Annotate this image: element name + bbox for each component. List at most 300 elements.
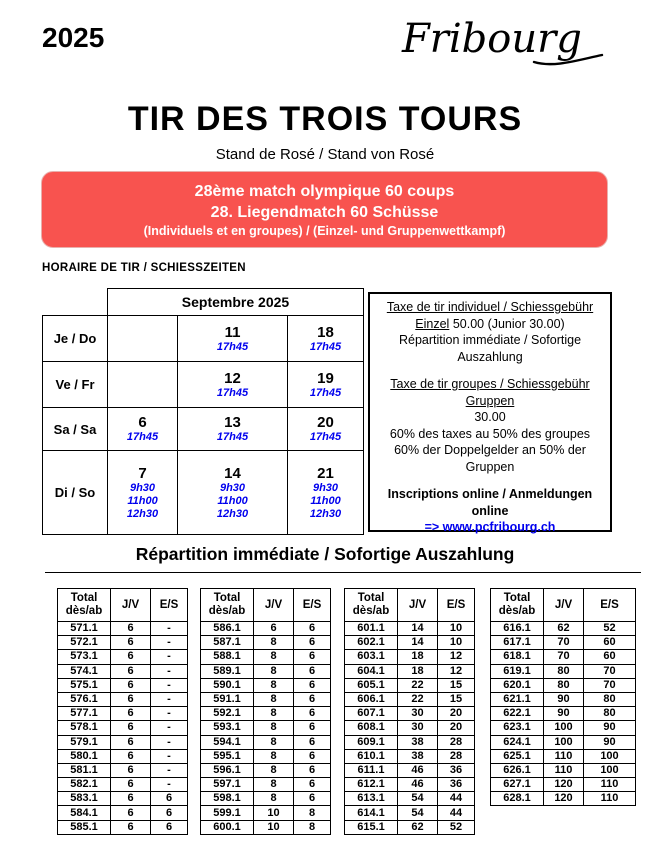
payout-cell: 20: [438, 707, 475, 721]
payout-cell: 607.1: [345, 707, 398, 721]
payout-header-row: [491, 589, 636, 622]
fees-box: [368, 292, 612, 532]
inscription-label: Inscriptions online / Anmeldungen online: [387, 487, 593, 518]
payout-cell: 584.1: [58, 806, 111, 820]
payout-cell: 601.1: [345, 622, 398, 636]
time-slot: 9h30: [312, 481, 339, 494]
payout-cell: 18: [398, 664, 438, 678]
page-title: TIR DES TROIS TOURS: [127, 100, 523, 138]
payout-cell: 6: [294, 763, 331, 777]
payout-row: [491, 678, 636, 692]
payout-cell: 22: [398, 678, 438, 692]
payout-row: [58, 721, 188, 735]
payout-cell: 100: [544, 721, 584, 735]
payout-cell: 608.1: [345, 721, 398, 735]
payout-cell: 8: [254, 778, 294, 792]
payout-cell: 606.1: [345, 692, 398, 706]
payout-cell: 611.1: [345, 763, 398, 777]
payout-row: [491, 749, 636, 763]
payout-row: [491, 792, 636, 806]
time-slot: 17h45: [126, 431, 159, 443]
payout-cell: 10: [254, 806, 294, 820]
payout-cell: 613.1: [345, 792, 398, 806]
payout-cell: 621.1: [491, 692, 544, 706]
payout-cell: 6: [294, 622, 331, 636]
schedule-cell: [288, 316, 364, 362]
payout-cell: 575.1: [58, 678, 111, 692]
schedule-cell: [108, 451, 178, 535]
payout-row: [58, 806, 188, 820]
payout-cell: 6: [294, 707, 331, 721]
payout-cell: 627.1: [491, 778, 544, 792]
time-slot: 9h30: [129, 481, 156, 494]
payout-cell: 622.1: [491, 707, 544, 721]
payout-row: [58, 820, 188, 834]
payout-cell: 110: [584, 778, 636, 792]
payout-cell: 100: [584, 763, 636, 777]
schedule-cell: [178, 316, 288, 362]
payout-row: [345, 636, 475, 650]
schedule-cell: [178, 451, 288, 535]
payout-row: [345, 707, 475, 721]
payout-cell: 598.1: [201, 792, 254, 806]
individual-fee-note: Répartition immédiate / Sofortige Auszahlung: [398, 333, 582, 364]
payout-cell: 46: [398, 778, 438, 792]
day-label: Ve / Fr: [43, 362, 108, 408]
payout-table-4: [490, 588, 636, 806]
payout-row: [491, 622, 636, 636]
col-es: E/S: [438, 589, 475, 622]
payout-row: [345, 664, 475, 678]
payout-cell: 38: [398, 749, 438, 763]
payout-cell: 6: [151, 820, 188, 834]
payout-cell: 617.1: [491, 636, 544, 650]
payout-row: [491, 664, 636, 678]
payout-cell: 585.1: [58, 820, 111, 834]
payout-cell: 62: [544, 622, 584, 636]
payout-cell: 626.1: [491, 763, 544, 777]
payout-cell: 594.1: [201, 735, 254, 749]
payout-cell: 6: [111, 650, 151, 664]
payout-cell: 6: [111, 763, 151, 777]
time-slot: 17h45: [216, 431, 249, 443]
payout-cell: 577.1: [58, 707, 111, 721]
payout-row: [58, 792, 188, 806]
payout-cell: 12: [438, 664, 475, 678]
payout-cell: 14: [398, 622, 438, 636]
payout-row: [345, 778, 475, 792]
payout-cell: 22: [398, 692, 438, 706]
payout-cell: 574.1: [58, 664, 111, 678]
banner-line-de: 28. Liegendmatch 60 Schüsse: [210, 204, 439, 221]
payout-cell: 581.1: [58, 763, 111, 777]
payout-cell: 589.1: [201, 664, 254, 678]
payout-row: [491, 692, 636, 706]
payout-cell: 8: [254, 664, 294, 678]
payout-cell: 8: [294, 820, 331, 834]
date-number: 6: [138, 414, 147, 431]
payout-cell: 90: [544, 707, 584, 721]
schedule-table: [42, 288, 364, 535]
time-slot: 12h30: [309, 507, 342, 520]
payout-cell: 6: [111, 735, 151, 749]
payout-row: [201, 622, 331, 636]
schedule-cell: [288, 408, 364, 451]
payout-cell: 623.1: [491, 721, 544, 735]
col-es: E/S: [151, 589, 188, 622]
payout-row: [201, 792, 331, 806]
event-banner: [41, 171, 608, 248]
payout-row: [201, 664, 331, 678]
payout-cell: 18: [398, 650, 438, 664]
payout-heading: Répartition immédiate / Sofortige Auszahlung: [135, 544, 515, 564]
schedule-cell: [108, 316, 178, 362]
col-total: Total dès/ab: [345, 589, 398, 622]
payout-cell: 30: [398, 707, 438, 721]
payout-cell: 70: [544, 636, 584, 650]
payout-cell: 6: [111, 678, 151, 692]
payout-row: [491, 735, 636, 749]
payout-cell: -: [151, 707, 188, 721]
payout-cell: 8: [254, 678, 294, 692]
date-number: 7: [138, 464, 147, 482]
payout-cell: -: [151, 692, 188, 706]
payout-row: [201, 820, 331, 834]
payout-cell: 120: [544, 778, 584, 792]
month-header: Septembre 2025: [108, 289, 364, 316]
schedule-cell: [108, 408, 178, 451]
payout-cell: 70: [544, 650, 584, 664]
time-slot: 11h00: [310, 494, 341, 507]
inscription-link-line: [377, 519, 603, 536]
payout-cell: -: [151, 763, 188, 777]
payout-row: [58, 692, 188, 706]
payout-row: [345, 721, 475, 735]
payout-cell: 90: [584, 735, 636, 749]
payout-cell: 10: [438, 636, 475, 650]
group-fee-note-fr: 60% des taxes au 50% des groupes: [389, 426, 591, 441]
payout-cell: 80: [584, 707, 636, 721]
payout-cell: 599.1: [201, 806, 254, 820]
payout-cell: 8: [254, 650, 294, 664]
group-fee-amount: 30.00: [474, 410, 506, 424]
payout-cell: 28: [438, 749, 475, 763]
schedule-cell: [108, 362, 178, 408]
payout-cell: 110: [544, 749, 584, 763]
payout-cell: 6: [111, 792, 151, 806]
payout-cell: 6: [111, 778, 151, 792]
schedule-cell: [178, 362, 288, 408]
payout-cell: -: [151, 650, 188, 664]
time-slot: 17h45: [309, 431, 342, 443]
payout-cell: 10: [438, 622, 475, 636]
payout-cell: 8: [254, 735, 294, 749]
payout-cell: 579.1: [58, 735, 111, 749]
payout-cell: 625.1: [491, 749, 544, 763]
payout-cell: 62: [398, 820, 438, 834]
fribourg-signature-icon: [396, 8, 608, 72]
payout-cell: 8: [254, 792, 294, 806]
pcfribourg-link[interactable]: www.pcfribourg.ch: [442, 520, 556, 534]
payout-cell: 15: [438, 692, 475, 706]
payout-cell: 46: [398, 763, 438, 777]
payout-row: [58, 678, 188, 692]
payout-cell: 578.1: [58, 721, 111, 735]
payout-cell: 604.1: [345, 664, 398, 678]
col-es: E/S: [294, 589, 331, 622]
fribourg-logo: [396, 8, 608, 77]
payout-cell: 618.1: [491, 650, 544, 664]
payout-table-3: [344, 588, 475, 835]
time-slot: 12h30: [126, 507, 159, 520]
schedule-row: [43, 362, 364, 408]
payout-cell: 6: [111, 692, 151, 706]
payout-row: [201, 650, 331, 664]
time-slot: 12h30: [216, 507, 249, 520]
payout-cell: 100: [544, 735, 584, 749]
payout-cell: 6: [111, 806, 151, 820]
payout-row: [345, 650, 475, 664]
payout-row: [345, 806, 475, 820]
payout-row: [58, 650, 188, 664]
logo-text: Fribourg: [402, 16, 582, 62]
payout-cell: 8: [254, 636, 294, 650]
payout-cell: 54: [398, 806, 438, 820]
payout-cell: 619.1: [491, 664, 544, 678]
date-number: 12: [224, 369, 241, 387]
payout-header-row: [58, 589, 188, 622]
payout-cell: 609.1: [345, 735, 398, 749]
col-jv: J/V: [111, 589, 151, 622]
payout-cell: 624.1: [491, 735, 544, 749]
payout-cell: 6: [294, 778, 331, 792]
payout-row: [491, 707, 636, 721]
payout-cell: 582.1: [58, 778, 111, 792]
payout-cell: 616.1: [491, 622, 544, 636]
payout-row: [345, 678, 475, 692]
time-slot: 17h45: [216, 386, 249, 399]
payout-cell: -: [151, 678, 188, 692]
col-total: Total dès/ab: [201, 589, 254, 622]
payout-cell: 8: [254, 763, 294, 777]
time-slot: 11h00: [217, 494, 248, 507]
payout-cell: 6: [294, 650, 331, 664]
payout-cell: 90: [584, 721, 636, 735]
payout-cell: 587.1: [201, 636, 254, 650]
payout-cell: 6: [111, 707, 151, 721]
payout-cell: 90: [544, 692, 584, 706]
payout-cell: 591.1: [201, 692, 254, 706]
payout-row: [201, 692, 331, 706]
payout-row: [201, 763, 331, 777]
payout-cell: 60: [584, 636, 636, 650]
col-total: Total dès/ab: [58, 589, 111, 622]
payout-cell: 600.1: [201, 820, 254, 834]
payout-cell: 100: [584, 749, 636, 763]
time-slot: 9h30: [219, 481, 246, 494]
payout-cell: 70: [584, 664, 636, 678]
date-number: 13: [224, 414, 241, 431]
payout-row: [58, 707, 188, 721]
payout-cell: 60: [584, 650, 636, 664]
payout-header-row: [201, 589, 331, 622]
payout-cell: 614.1: [345, 806, 398, 820]
payout-cell: 6: [111, 664, 151, 678]
payout-row: [58, 763, 188, 777]
payout-row: [201, 749, 331, 763]
date-number: 20: [317, 414, 334, 431]
payout-cell: 6: [294, 792, 331, 806]
payout-cell: 6: [254, 622, 294, 636]
payout-cell: 8: [254, 721, 294, 735]
payout-cell: 120: [544, 792, 584, 806]
schedule-corner-cell: [43, 289, 108, 316]
col-jv: J/V: [398, 589, 438, 622]
payout-cell: 44: [438, 806, 475, 820]
payout-row: [58, 664, 188, 678]
schedule-header-row: [43, 289, 364, 316]
payout-cell: 36: [438, 778, 475, 792]
payout-cell: 110: [584, 792, 636, 806]
payout-row: [201, 721, 331, 735]
individual-fee-title: Taxe de tir individuel / Schiessgebühr Einzel 50.00 (Junior 30.00): [386, 300, 594, 331]
payout-cell: 14: [398, 636, 438, 650]
payout-cell: 6: [111, 749, 151, 763]
col-jv: J/V: [544, 589, 584, 622]
payout-divider: [45, 572, 641, 573]
year-label: 2025: [42, 22, 105, 53]
time-slot: 17h45: [309, 386, 342, 399]
individual-fee-amount: 50.00 (Junior 30.00): [452, 316, 565, 331]
schedule-cell: [178, 408, 288, 451]
day-label: Di / So: [43, 451, 108, 535]
payout-cell: 20: [438, 721, 475, 735]
payout-row: [201, 678, 331, 692]
payout-cell: 80: [584, 692, 636, 706]
payout-row: [201, 806, 331, 820]
schedule-row: [43, 408, 364, 451]
col-total: Total dès/ab: [491, 589, 544, 622]
payout-row: [201, 778, 331, 792]
date-number: 11: [224, 323, 241, 341]
payout-row: [201, 707, 331, 721]
payout-cell: 15: [438, 678, 475, 692]
payout-cell: 588.1: [201, 650, 254, 664]
payout-row: [345, 763, 475, 777]
schedule-heading: HORAIRE DE TIR / SCHIESSZEITEN: [42, 262, 246, 274]
payout-cell: 6: [294, 664, 331, 678]
payout-cell: 596.1: [201, 763, 254, 777]
payout-cell: 593.1: [201, 721, 254, 735]
payout-row: [58, 749, 188, 763]
payout-cell: 6: [294, 692, 331, 706]
payout-table-1: [57, 588, 188, 835]
payout-row: [201, 636, 331, 650]
payout-cell: 6: [151, 792, 188, 806]
payout-row: [491, 721, 636, 735]
payout-row: [58, 735, 188, 749]
payout-cell: 572.1: [58, 636, 111, 650]
payout-cell: 602.1: [345, 636, 398, 650]
payout-cell: 597.1: [201, 778, 254, 792]
payout-cell: 30: [398, 721, 438, 735]
time-slot: 17h45: [216, 340, 249, 353]
payout-cell: 605.1: [345, 678, 398, 692]
payout-cell: -: [151, 664, 188, 678]
payout-row: [345, 820, 475, 834]
payout-cell: -: [151, 721, 188, 735]
payout-cell: 52: [438, 820, 475, 834]
payout-cell: 6: [294, 721, 331, 735]
payout-cell: 571.1: [58, 622, 111, 636]
payout-cell: -: [151, 735, 188, 749]
payout-cell: 8: [254, 707, 294, 721]
payout-cell: 586.1: [201, 622, 254, 636]
payout-cell: 612.1: [345, 778, 398, 792]
payout-cell: 6: [294, 735, 331, 749]
payout-row: [491, 650, 636, 664]
payout-cell: 12: [438, 650, 475, 664]
payout-cell: 603.1: [345, 650, 398, 664]
schedule-row: [43, 316, 364, 362]
payout-header-row: [345, 589, 475, 622]
payout-row: [491, 636, 636, 650]
payout-cell: 573.1: [58, 650, 111, 664]
date-number: 18: [317, 323, 334, 341]
schedule-cell: [288, 451, 364, 535]
payout-cell: 580.1: [58, 749, 111, 763]
payout-cell: 610.1: [345, 749, 398, 763]
payout-row: [58, 636, 188, 650]
banner-line-sub: (Individuels et en groupes) / (Einzel- und Gruppenwettkampf): [143, 224, 506, 238]
date-number: 14: [224, 464, 241, 482]
payout-row: [491, 778, 636, 792]
payout-cell: 583.1: [58, 792, 111, 806]
col-jv: J/V: [254, 589, 294, 622]
col-es: E/S: [584, 589, 636, 622]
payout-cell: 592.1: [201, 707, 254, 721]
payout-cell: 52: [584, 622, 636, 636]
payout-cell: 615.1: [345, 820, 398, 834]
payout-cell: 54: [398, 792, 438, 806]
group-fee-note-de: 60% der Doppelgelder an 50% der Gruppen: [394, 443, 586, 474]
payout-cell: 6: [151, 806, 188, 820]
payout-cell: 44: [438, 792, 475, 806]
payout-row: [345, 622, 475, 636]
time-slot: 17h45: [309, 340, 342, 353]
payout-cell: 70: [584, 678, 636, 692]
payout-cell: 590.1: [201, 678, 254, 692]
payout-cell: 595.1: [201, 749, 254, 763]
payout-cell: 6: [111, 636, 151, 650]
payout-cell: 8: [294, 806, 331, 820]
time-slot: 11h00: [127, 494, 158, 507]
payout-cell: 6: [111, 622, 151, 636]
payout-cell: 28: [438, 735, 475, 749]
payout-cell: 80: [544, 678, 584, 692]
payout-row: [201, 735, 331, 749]
payout-row: [491, 763, 636, 777]
group-fee-title: Taxe de tir groupes / Schiessgebühr Gruppen: [390, 377, 590, 408]
payout-cell: 6: [294, 678, 331, 692]
payout-cell: 628.1: [491, 792, 544, 806]
date-number: 19: [317, 369, 334, 387]
payout-cell: 110: [544, 763, 584, 777]
day-label: Je / Do: [43, 316, 108, 362]
payout-cell: 8: [254, 749, 294, 763]
link-arrow: =>: [424, 520, 443, 534]
payout-cell: 6: [111, 820, 151, 834]
